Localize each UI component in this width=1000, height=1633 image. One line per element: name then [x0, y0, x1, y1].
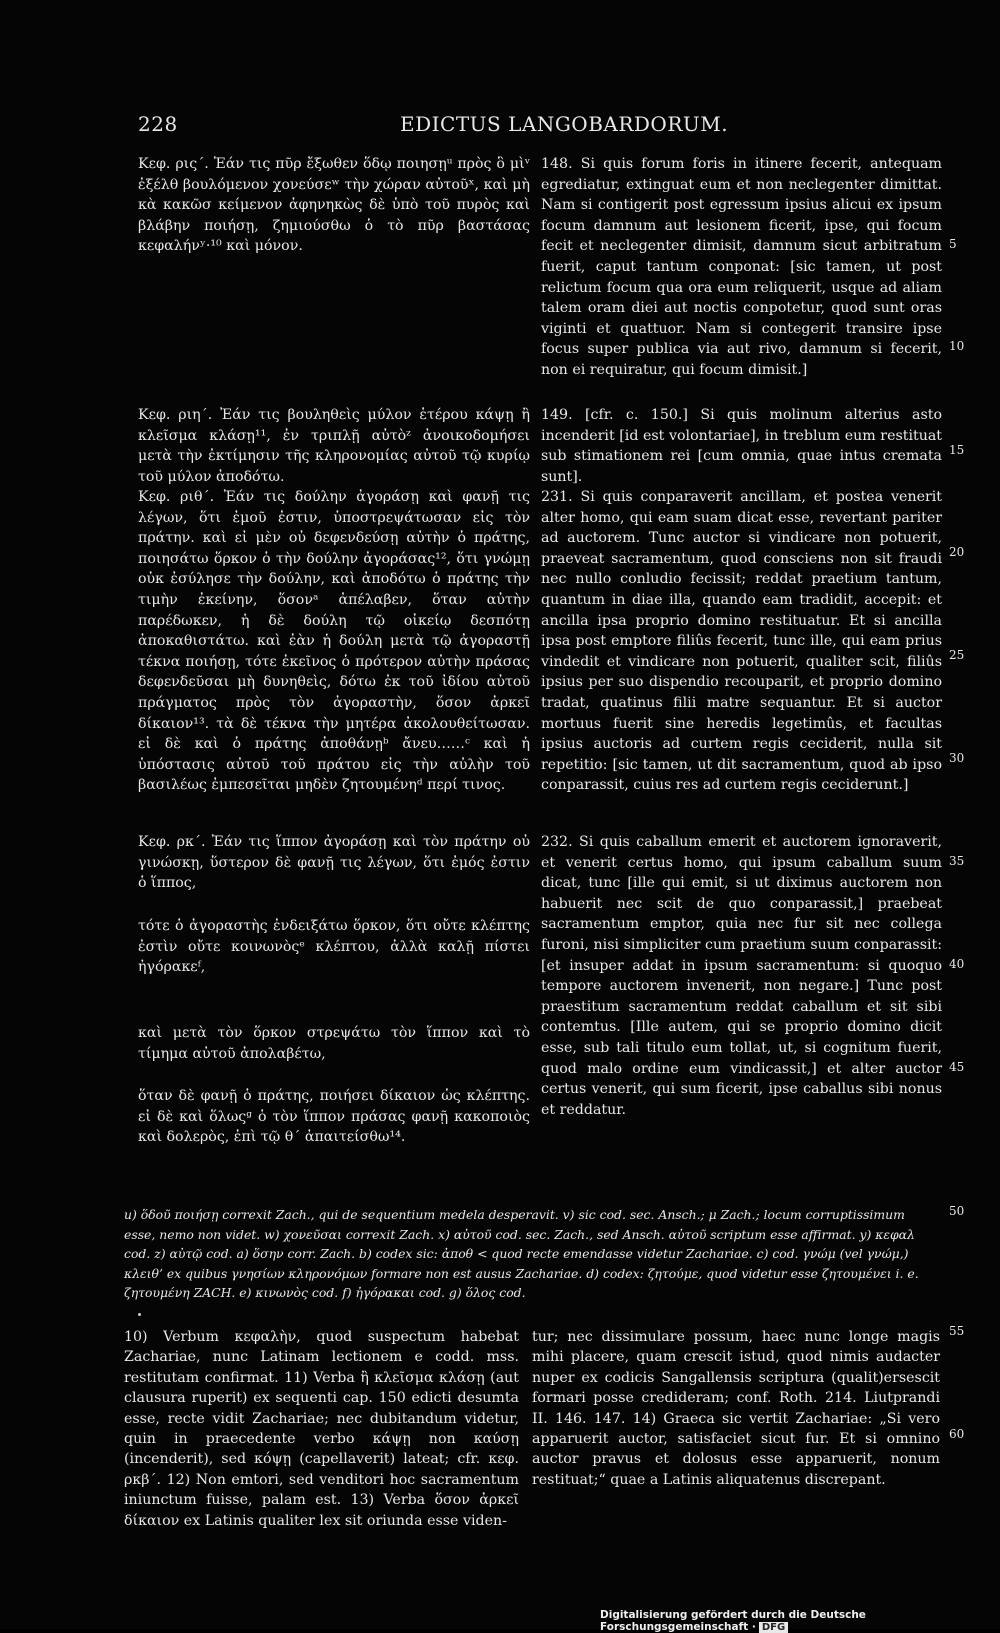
line-number: 15	[949, 443, 965, 457]
running-title: EDICTUS LANGOBARDORUM.	[400, 112, 729, 136]
line-number: 30	[949, 751, 965, 765]
line-number: 35	[949, 854, 965, 868]
greek-paragraph	[138, 487, 530, 796]
line-number: 10	[949, 339, 965, 353]
footnotes-right	[532, 1327, 940, 1490]
separator-dot	[138, 1313, 141, 1316]
greek-paragraph	[138, 154, 530, 257]
greek-paragraph	[138, 916, 530, 978]
credit-text: Digitalisierung gefördert durch die Deutsche Forschungsgemeinschaft ·	[600, 1609, 866, 1633]
footnote-text-left: 10) Verbum κεφαλὴν, quod suspectum habebat Zachariae, nunc Latinam lectionem e codd. mss. restitutam confirmat. 11) Verba ἢ κλεῖσμα κλάσῃ (aut clausura ruperit) ex sequenti cap. 150 edicti desumta esse, recte vidit Zachariae; nec dubitandum videtur, quin in praecedente verbo κάψῃ non καύσῃ (incenderit), sed κόψῃ (capellaverit) lateat; cfr. κεφ. ρκβ΄. 12) Non emtori, sed venditori hoc sacramentum iniunctum fuisse, palam est. 13) Verba ὅσον ἀρκεῖ δίκαιον ex Latinis qualiter lex sit oriunda esse viden-	[124, 1329, 519, 1529]
latin-paragraph	[541, 154, 942, 381]
footnote-text-right: tur; nec dissimulare possum, haec nunc longe magis mihi placere, quam crescit istud, quod nimis audacter nuper ex codicis Sangallensis scriptura (qualit)ersescit formari posse credideram; conf. Roth. 214. Liutprandi II. 146. 147. 14) Graeca sic vertit Zachariae: „Si vero apparuerit auctor, satisfaciet sicut fur. Et si omnino auctor pravus et dolosus esse apparuerit, nonum restituat;“ quae a Latinis aliquatenus discrepant.	[532, 1329, 940, 1488]
greek-paragraph-text: καὶ μετὰ τὸν ὅρκον στρεψάτω τὸν ἵππον καὶ τὸ τίμημα αὐτοῦ ἀπολαβέτω,	[138, 1025, 530, 1062]
line-number: 5	[949, 237, 957, 251]
latin-paragraph	[541, 832, 942, 1120]
dfg-logo: DFG	[759, 1622, 788, 1633]
greek-paragraph-text: Κεφ. ρις΄. Ἐάν τις πῦρ ἔξωθεν ὅδῳ ποιησῃᵘ πρὸς ὃ μὶᵛ ἐξέλθ βουλόμενον χονεύσεʷ τὴν χώραν αὐτοῦˣ, καὶ μὴ κὰ κακῶσ κείμενον ἀφηνηκὼς δὲ ὑπὸ τοῦ πυρὸς καὶ βλάβην ποιήσῃ, ζημιούσθω ὁ τὸ πῦρ βαστάσας κεφαλήνʸ·¹⁰ καὶ μόνον.	[138, 156, 530, 255]
line-number: 50	[949, 1204, 965, 1218]
greek-paragraph	[138, 1023, 530, 1064]
line-number: 20	[949, 545, 965, 559]
line-number: 45	[949, 1060, 965, 1074]
greek-paragraph-text: ὅταν δὲ φανῇ ὁ πράτης, ποιήσει δίκαιον ὡς κλέπτης. εἰ δὲ καὶ ὅλωςᵍ ὁ τὸν ἵππον πράσας φανῇ κακοποιὸς καὶ δολερὸς, ἐπὶ τῷ θ΄ ἀπαιτείσθω¹⁴.	[138, 1088, 530, 1146]
latin-paragraph-text: 149. [cfr. c. 150.] Si quis molinum alterius asto incenderit [id est volontariae], in treblum eum restituat sub stimationem rei [cum omnia, quae intus cremata sunt].	[541, 407, 942, 485]
greek-paragraph	[138, 1086, 530, 1148]
line-number: 60	[949, 1427, 965, 1441]
latin-paragraph-text: 231. Si quis conparaverit ancillam, et postea venerit alter homo, qui eam suam dicat esse, revertant pariter ad auctorem. Tunc auctor si vindicare non potuerit, praeveat sacramentum, quod consciens non sit fraudi nec nullo conludio fecissit; reddat praetium tantum, quantum in diae illa, quando eam tradidit, accepit: et ancilla ipsa proprio domino restituatur. Et si ancilla ipsa post emptore filiûs fecerit, tunc ille, qui eam prius vindedit et vindicare non potuerit, qualiter scit, filiûs ipsius per suo dispendio recouparit, et proprio domino tradat, quatinus filii matre sequantur. Et si auctor mortuus fuerit sine heredis legetimûs, et facultas ipsius auctoris ad curtem regis ceciderit, nulla sit repetitio: [sic tamen, ut dit sacramentum, quod ab ipso conparassit, cuius res ad curtem regis ceciderunt.]	[541, 489, 942, 794]
apparatus-text: u) ὅδοῦ ποιήσῃ correxit Zach., qui de sequentium medela desperavit. v) sic cod. sec. Ansch.; μ Zach.; locum corruptissimum esse, nemo non videt. w) χονεῦσαι correxit Zach. x) αὐτοῦ cod. sec. Zach., sed Ansch. αὐτοῦ scriptum esse affirmat. y) κεφαλ cod. z) αὐτῷ cod. a) ὅσην corr. Zach. b) codex sic: ἀποθ < quod recte emendasse videtur Zachariae. c) cod. γνώμ (vel γνώμ,) κλειθ’ ex quibus γνησίων κληρονόμων formare non est ausus Zachariae. d) codex: ζητούμε, quod videtur esse ζητουμένει i. e. ζητουμένη ZACH. e) κινωνὸς cod. f) ἠγόρακαι cod. g) ὅλος cod.	[124, 1207, 919, 1301]
footnotes-left	[124, 1327, 519, 1531]
latin-paragraph	[541, 405, 942, 487]
digitization-credit	[600, 1609, 992, 1633]
line-number: 55	[949, 1324, 965, 1338]
critical-apparatus	[124, 1205, 939, 1303]
page-number: 228	[138, 112, 178, 136]
greek-paragraph-text: Κεφ. ριθ΄. Ἐάν τις δούλην ἀγοράσῃ καὶ φανῇ τις λέγων, ὅτι ἐμοῦ ἐστιν, ὑποστρεψάτωσαν εἰς τὸν πράτην. καὶ εἰ μὲν οὐ δεφενδεύσῃ αὐτὴν ὁ πράτης, ποιησάτω ὅρκον ὁ τὴν δούλην ἀγοράσας¹², ὅτι γνώμῃ οὐκ ἐσύλησε τὴν δούλην, καὶ ἀποδότω ὁ πράτης τὴν τιμὴν ἐκείνην, ὅσονᵃ ἀπέλαβεν, ὅταν αὐτὴν παρέδωκεν, ἡ δὲ δούλη τῷ οἰκείῳ δεσπότῃ ἀποκαθιστάτω. καὶ ἐὰν ἡ δούλη μετὰ τῷ ἀγοραστῇ τέκνα ποιήσῃ, τότε ἐκεῖνος ὁ πρότερον αὐτὴν πράσας δεφενδεῦσαι μὴ δυνηθεὶς, δότω ἐκ τοῦ ἰδίου αὐτοῦ πράγματος πρὸς τὸν ἀγοραστὴν, ὅσον ἀρκεῖ δίκαιον¹³. τὰ δὲ τέκνα τὴν μητέρα ἀκολουθείτωσαν. εἰ δὲ καὶ ὁ πράτης ἀποθάνῃᵇ ἄνευ……ᶜ καὶ ἡ ὑπόστασις αὐτοῦ τοῦ πράτου εἰς τὴν αὐλὴν τοῦ βασιλέως ἐμπεσεῖται μηδὲν ζητουμένηᵈ περί τινος.	[138, 489, 530, 794]
latin-paragraph-text: 232. Si quis caballum emerit et auctorem ignoraverit, et venerit certus homo, qui ipsum caballum suum dicat, tunc [ille qui emit, si ut diximus auctorem non habuerit nec scit de quo conparassit,] praebeat sacramentum emptor, quia nec fur sit nec collega furoni, nisi simpliciter cum praetium suum conparassit: [et insuper addat in ipsum sacramentum: si quoquo tempore auctorem invenerit, non negare.] Tunc post praestitum sacramentum reddat caballum et sit sibi contemtus. [Ille autem, qui se proprio domino dicit esse, sub tali titulo eum tollat, ut, si cognitum fuerit, quod malo ordine eum vindicassit,] et alter auctor certus venerit, qui sum ficerit, ipse caballus sibi nonus et reddatur.	[541, 834, 942, 1118]
greek-paragraph-text: τότε ὁ ἀγοραστὴς ἐνδειξάτω ὅρκον, ὅτι οὔτε κλέπτης ἐστὶν οὔτε κοινωνὸςᵉ κλέπτου, ἀλλὰ καλῇ πίστει ἠγόρακεᶠ,	[138, 918, 530, 976]
greek-paragraph	[138, 405, 530, 487]
greek-paragraph-text: Κεφ. ριη΄. Ἐάν τις βουληθεὶς μύλον ἑτέρου κάψῃ ἢ κλεῖσμα κλάσῃ¹¹, ἐν τριπλῇ αὐτὸᶻ ἀνοικοδομήσει μετὰ τὴν ἐκτίμησιν τῆς κληρονομίας αὐτοῦ τῷ κυρίῳ τοῦ μύλον ἀποδότω.	[138, 407, 530, 485]
latin-paragraph-text: 148. Si quis forum foris in itinere fecerit, antequam egrediatur, extinguat eum et non neclegenter dimittat. Nam si contigerit post egressum ipsius alicui ex ipsum focum damnum aut lesionem ficerit, ipse, qui focum fecit et neclegenter dimisit, damnum sicut arbitratum fuerit, caput tantum conponat: [sic tamen, ut post relictum focum qua ora eum reliquerit, usque ad aliam talem oram diei aut noctis conpotetur, quod sunt oras viginti et quattuor. Nam si contegerit transire ipse focus super publica via aut rivo, damnum si fecerit, non ei requiratur, qui focum dimisit.]	[541, 156, 942, 378]
greek-paragraph-text: Κεφ. ρκ΄. Ἐάν τις ἵππον ἀγοράσῃ καὶ τὸν πράτην οὐ γινώσκῃ, ὕστερον δὲ φανῇ τις λέγων, ὅτι ἐμός ἐστιν ὁ ἵππος,	[138, 834, 530, 892]
latin-paragraph	[541, 487, 942, 796]
line-number: 40	[949, 957, 965, 971]
line-number: 25	[949, 648, 965, 662]
greek-paragraph	[138, 832, 530, 894]
